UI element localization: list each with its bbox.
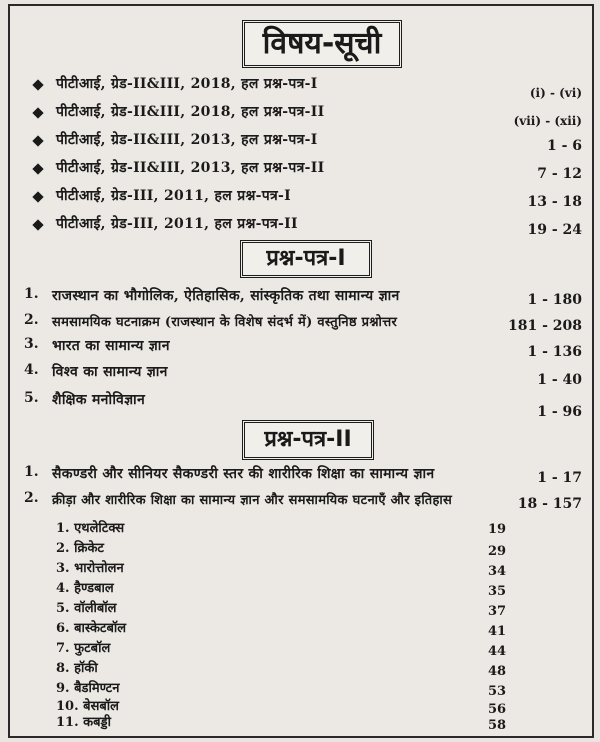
list-item-label: पीटीआई, ग्रेड-III, 2011, हल प्रश्न-पत्र-I (56, 188, 292, 204)
item-pages: 1 - 17 (537, 470, 582, 486)
sub-item-page: 19 (488, 522, 507, 537)
item-number: 4. (24, 362, 39, 378)
paper2-item (10, 490, 596, 516)
sub-item-page: 34 (488, 564, 507, 579)
sub-item-page: 37 (488, 604, 507, 619)
sub-item-label: 10. बेसबॉल (56, 699, 119, 714)
item-number: 1. (24, 286, 39, 302)
item-number: 3. (24, 336, 39, 352)
page-title: विषय-सूची (242, 20, 402, 68)
sub-item-label: 7. फुटबॉल (56, 641, 111, 656)
item-label: राजस्थान का भौगोलिक, ऐतिहासिक, सांस्कृतिक तथा सामान्य ज्ञान (52, 288, 400, 304)
item-number: 1. (24, 464, 39, 480)
sub-item-page: 29 (488, 544, 507, 559)
diamond-bullet-icon (32, 163, 43, 174)
list-item-pages: (vii) - (xii) (513, 114, 582, 128)
list-item-label: पीटीआई, ग्रेड-III, 2011, हल प्रश्न-पत्र-II (56, 216, 298, 232)
sub-item-label: 6. बास्केटबॉल (56, 621, 127, 636)
item-label: भारत का सामान्य ज्ञान (52, 338, 170, 354)
list-item-label: पीटीआई, ग्रेड-II&III, 2018, हल प्रश्न-पत्र-II (56, 104, 325, 120)
item-number: 2. (24, 490, 39, 506)
sub-item-page: 58 (488, 718, 507, 733)
sub-item-label: 8. हॉकी (56, 661, 98, 676)
list-item-pages: 1 - 6 (546, 138, 582, 154)
list-item (10, 74, 596, 100)
sub-item-page: 56 (488, 702, 507, 717)
list-item-pages: 7 - 12 (537, 166, 582, 182)
diamond-bullet-icon (32, 107, 43, 118)
list-item (10, 186, 596, 212)
list-item-label: पीटीआई, ग्रेड-II&III, 2013, हल प्रश्न-पत्र-I (56, 132, 318, 148)
paper2-heading: प्रश्न-पत्र-II (242, 420, 374, 460)
diamond-bullet-icon (32, 79, 43, 90)
item-label: विश्व का सामान्य ज्ञान (52, 364, 168, 380)
item-label: शैक्षिक मनोविज्ञान (52, 392, 146, 408)
item-label: सैकण्डरी और सीनियर सैकण्डरी स्तर की शारीरिक शिक्षा का सामान्य ज्ञान (52, 466, 435, 482)
item-pages: 18 - 157 (517, 496, 582, 512)
list-item-pages: 13 - 18 (527, 194, 582, 210)
item-label: क्रीड़ा और शारीरिक शिक्षा का सामान्य ज्ञान और समसामयिक घटनाएँ और इतिहास (52, 493, 453, 508)
list-item-label: पीटीआई, ग्रेड-II&III, 2018, हल प्रश्न-पत्र-I (56, 76, 318, 92)
sub-item-label: 4. हैण्डबाल (56, 581, 114, 596)
item-pages: 181 - 208 (507, 318, 582, 334)
list-item (10, 158, 596, 184)
sub-item-label: 9. बैडमिण्टन (56, 681, 120, 696)
sub-item-page: 44 (488, 644, 507, 659)
paper1-item (10, 336, 596, 362)
item-number: 5. (24, 390, 39, 406)
list-item (10, 214, 596, 240)
paper1-heading: प्रश्न-पत्र-I (240, 240, 372, 278)
sub-list-item (10, 712, 596, 738)
list-item-label: पीटीआई, ग्रेड-II&III, 2013, हल प्रश्न-पत्र-II (56, 160, 325, 176)
sub-item-page: 53 (488, 684, 507, 699)
sub-item-page: 35 (488, 584, 507, 599)
list-item (10, 102, 596, 128)
sub-item-label: 11. कबड्डी (56, 715, 111, 730)
diamond-bullet-icon (32, 219, 43, 230)
list-item-pages: (i) - (vi) (529, 86, 582, 100)
sub-item-page: 48 (488, 664, 507, 679)
diamond-bullet-icon (32, 191, 43, 202)
list-item (10, 130, 596, 156)
item-pages: 1 - 96 (537, 404, 582, 420)
list-item-pages: 19 - 24 (527, 222, 582, 238)
diamond-bullet-icon (32, 135, 43, 146)
sub-item-page: 41 (488, 624, 507, 639)
item-number: 2. (24, 312, 39, 328)
sub-item-label: 5. वॉलीबॉल (56, 601, 117, 616)
contents-page (8, 4, 594, 738)
item-pages: 1 - 136 (527, 344, 582, 360)
sub-item-label: 2. क्रिकेट (56, 541, 104, 556)
item-pages: 1 - 180 (527, 292, 582, 308)
paper1-item (10, 286, 596, 312)
paper1-item (10, 312, 596, 338)
paper1-item (10, 390, 596, 420)
item-label: समसामयिक घटनाक्रम (राजस्थान के विशेष संदर्भ में) वस्तुनिष्ठ प्रश्नोत्तर (52, 315, 398, 330)
paper1-item (10, 362, 596, 388)
sub-item-label: 3. भारोत्तोलन (56, 561, 124, 576)
paper2-item (10, 464, 596, 490)
sub-item-label: 1. एथलेटिक्स (56, 521, 125, 536)
item-pages: 1 - 40 (537, 372, 582, 388)
